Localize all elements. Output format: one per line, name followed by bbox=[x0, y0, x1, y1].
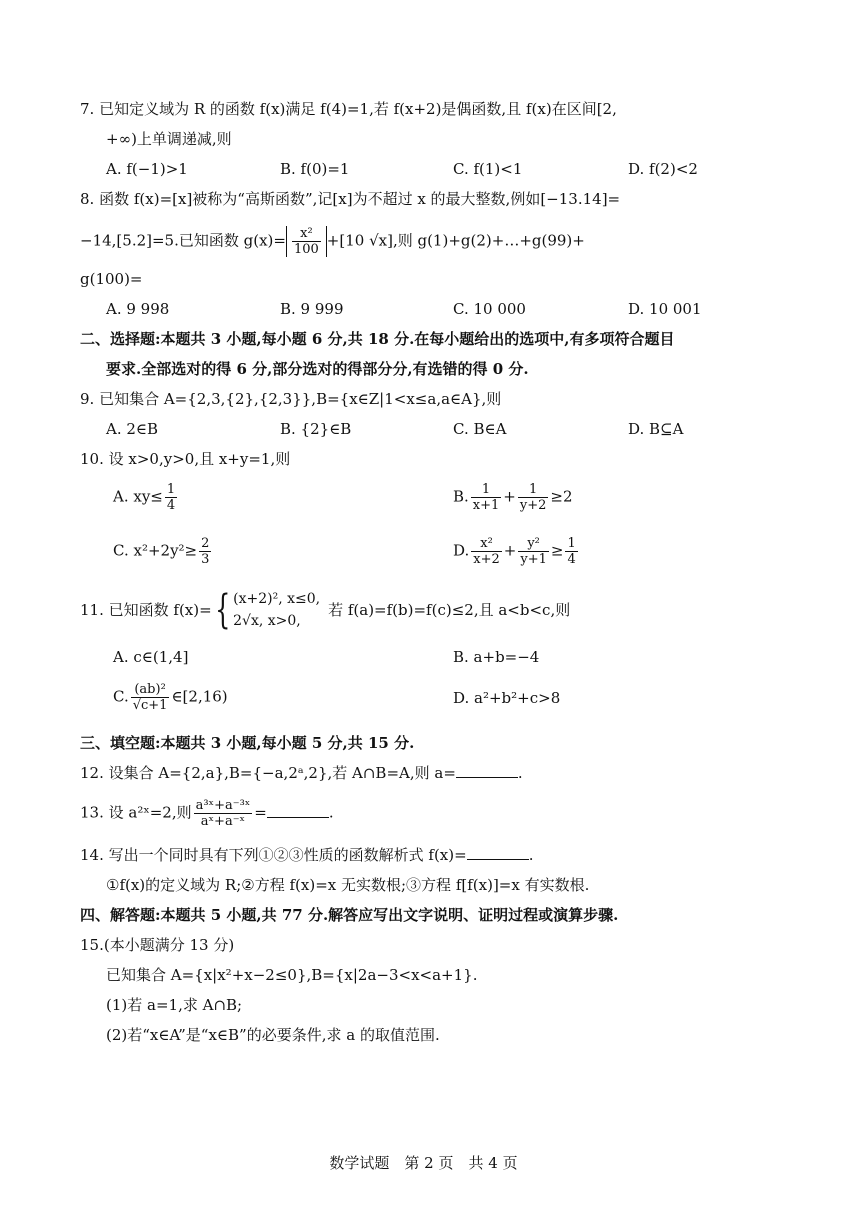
q8-fraction bbox=[292, 226, 321, 257]
q11-c-label: C. bbox=[113, 687, 129, 706]
q13-period: . bbox=[328, 803, 334, 822]
q8-frac-numerator: x² bbox=[300, 226, 313, 241]
q11-c-num: (ab)² bbox=[134, 682, 166, 697]
q10-d-den2: y+1 bbox=[520, 552, 547, 567]
q9-option-b: B. {2}∈B bbox=[280, 420, 352, 438]
q10-option-d bbox=[453, 536, 580, 567]
q7-stem-line2: +∞)上单调递减,则 bbox=[106, 130, 232, 148]
q8-stem-line2-start: −14,[5.2]=5.已知函数 g(x)= bbox=[80, 231, 286, 250]
q15-stem: 已知集合 A={x|x²+x−2≤0},B={x|2a−3<x<a+1}. bbox=[106, 966, 478, 984]
q10-a-den: 4 bbox=[166, 498, 176, 513]
section-4-heading: 四、解答题:本题共 5 小题,共 77 分.解答应写出文字说明、证明过程或演算步骤. bbox=[80, 906, 619, 924]
section-3-heading: 三、填空题:本题共 3 小题,每小题 5 分,共 15 分. bbox=[80, 734, 415, 752]
q10-b-num2: 1 bbox=[528, 482, 538, 497]
q13-stem bbox=[80, 798, 334, 829]
q10-d-fraction-3 bbox=[565, 536, 577, 567]
q13-equals: = bbox=[254, 803, 267, 822]
q10-stem: 10. 设 x>0,y>0,且 x+y=1,则 bbox=[80, 450, 291, 468]
q11-stem-start: 11. 已知函数 f(x)= bbox=[80, 601, 212, 619]
q15-header: 15.(本小题满分 13 分) bbox=[80, 936, 235, 954]
q11-c-den: √c+1 bbox=[132, 698, 168, 713]
q9-option-d: D. B⊆A bbox=[628, 420, 684, 438]
section-2-heading-line2: 要求.全部选对的得 6 分,部分选对的得部分分,有选错的得 0 分. bbox=[106, 360, 529, 378]
q14-text: 14. 写出一个同时具有下列①②③性质的函数解析式 f(x)= bbox=[80, 846, 467, 864]
q8-stem-line2-end: +[10 √x],则 g(1)+g(2)+…+g(99)+ bbox=[326, 231, 585, 250]
q11-c-tail: ∈[2,16) bbox=[171, 687, 228, 706]
q11-c-fraction bbox=[131, 682, 170, 713]
q10-d-plus: + bbox=[503, 541, 517, 560]
q9-option-c: C. B∈A bbox=[453, 420, 507, 438]
q8-stem-line1: 8. 函数 f(x)=[x]被称为“高斯函数”,记[x]为不超过 x 的最大整数,例如[−13.14]= bbox=[80, 190, 621, 208]
q10-b-plus: + bbox=[503, 487, 516, 506]
q8-option-d: D. 10 001 bbox=[628, 300, 702, 318]
q10-option-b bbox=[453, 482, 573, 513]
q8-stem-line2 bbox=[80, 226, 585, 257]
q14-properties: ①f(x)的定义域为 R;②方程 f(x)=x 无实数根;③方程 f[f(x)]=x 有实数根. bbox=[106, 876, 590, 894]
q8-option-b: B. 9 999 bbox=[280, 300, 344, 318]
q7-option-c: C. f(1)<1 bbox=[453, 160, 523, 178]
q10-a-num: 1 bbox=[166, 482, 176, 497]
page-footer: 数学试题 第 2 页 共 4 页 bbox=[329, 1154, 518, 1172]
q12-answer-blank[interactable] bbox=[456, 763, 518, 778]
q10-d-geq: ≥ bbox=[550, 541, 564, 560]
q7-option-b: B. f(0)=1 bbox=[280, 160, 350, 178]
q11-piecewise bbox=[233, 588, 320, 632]
q10-b-fraction-1 bbox=[471, 482, 502, 513]
q10-b-label: B. bbox=[453, 487, 469, 506]
q12-period: . bbox=[517, 764, 523, 782]
q11-brace-icon: { bbox=[214, 587, 231, 633]
q10-d-fraction-1 bbox=[471, 536, 502, 567]
q7-stem-line1: 7. 已知定义域为 R 的函数 f(x)满足 f(4)=1,若 f(x+2)是偶函数,且 f(x)在区间[2, bbox=[80, 100, 617, 118]
section-2-heading-line1: 二、选择题:本题共 3 小题,每小题 6 分,共 18 分.在每小题给出的选项中,有多项符合题目 bbox=[80, 330, 675, 348]
q7-option-d: D. f(2)<2 bbox=[628, 160, 698, 178]
q10-option-a bbox=[113, 482, 179, 513]
q10-b-num1: 1 bbox=[481, 482, 491, 497]
q10-d-fraction-2 bbox=[518, 536, 549, 567]
q10-a-text: A. xy≤ bbox=[113, 487, 163, 506]
q13-text: 13. 设 a²ˣ=2,则 bbox=[80, 803, 192, 822]
q7-option-a: A. f(−1)>1 bbox=[106, 160, 188, 178]
q11-option-a: A. c∈(1,4] bbox=[113, 648, 189, 666]
q10-d-num3: 1 bbox=[567, 536, 576, 551]
q14-answer-blank[interactable] bbox=[467, 845, 529, 860]
q11-option-d: D. a²+b²+c>8 bbox=[453, 689, 561, 707]
q11-piece-1: (x+2)², x≤0, bbox=[233, 591, 321, 607]
q10-b-fraction-2 bbox=[518, 482, 549, 513]
q10-d-den1: x+2 bbox=[473, 552, 500, 567]
q10-b-den2: y+2 bbox=[519, 498, 547, 513]
q11-option-b: B. a+b=−4 bbox=[453, 648, 540, 666]
q10-option-c bbox=[113, 536, 213, 567]
q10-d-num2: y² bbox=[527, 536, 540, 551]
q11-piece-2: 2√x, x>0, bbox=[233, 613, 301, 629]
q10-b-tail: ≥2 bbox=[550, 487, 573, 506]
q15-part-2: (2)若“x∈A”是“x∈B”的必要条件,求 a 的取值范围. bbox=[106, 1026, 440, 1044]
q9-stem: 9. 已知集合 A={2,3,{2},{2,3}},B={x∈Z|1<x≤a,a∈A},则 bbox=[80, 390, 502, 408]
q10-b-den1: x+1 bbox=[472, 498, 500, 513]
q8-stem-line3: g(100)= bbox=[80, 270, 143, 288]
q11-stem bbox=[80, 588, 570, 632]
q13-den: aˣ+a⁻ˣ bbox=[194, 813, 253, 829]
q10-c-text: C. x²+2y²≥ bbox=[113, 541, 198, 560]
q12-text: 12. 设集合 A={2,a},B={−a,2ᵃ,2},若 A∩B=A,则 a= bbox=[80, 764, 456, 782]
q10-d-num1: x² bbox=[480, 536, 493, 551]
q13-answer-blank[interactable] bbox=[267, 803, 329, 818]
q12-stem bbox=[80, 762, 523, 784]
q11-option-c bbox=[113, 682, 228, 713]
q10-a-fraction bbox=[165, 482, 177, 513]
q11-stem-end: 若 f(a)=f(b)=f(c)≤2,且 a<b<c,则 bbox=[328, 601, 571, 619]
q10-d-den3: 4 bbox=[567, 552, 576, 567]
q14-stem bbox=[80, 844, 533, 866]
q10-d-label: D. bbox=[453, 541, 470, 560]
q8-option-c: C. 10 000 bbox=[453, 300, 526, 318]
q10-c-num: 2 bbox=[201, 536, 210, 551]
q13-num: a³ˣ+a⁻³ˣ bbox=[195, 798, 251, 813]
q8-frac-denominator: 100 bbox=[293, 242, 319, 257]
q10-c-den: 3 bbox=[201, 552, 210, 567]
q13-fraction bbox=[194, 798, 253, 829]
q14-period: . bbox=[528, 846, 534, 864]
q15-part-1: (1)若 a=1,求 A∩B; bbox=[106, 996, 243, 1014]
q10-c-fraction bbox=[199, 536, 211, 567]
q9-option-a: A. 2∈B bbox=[106, 420, 159, 438]
q8-floor-bracket bbox=[286, 226, 327, 257]
q8-option-a: A. 9 998 bbox=[106, 300, 170, 318]
